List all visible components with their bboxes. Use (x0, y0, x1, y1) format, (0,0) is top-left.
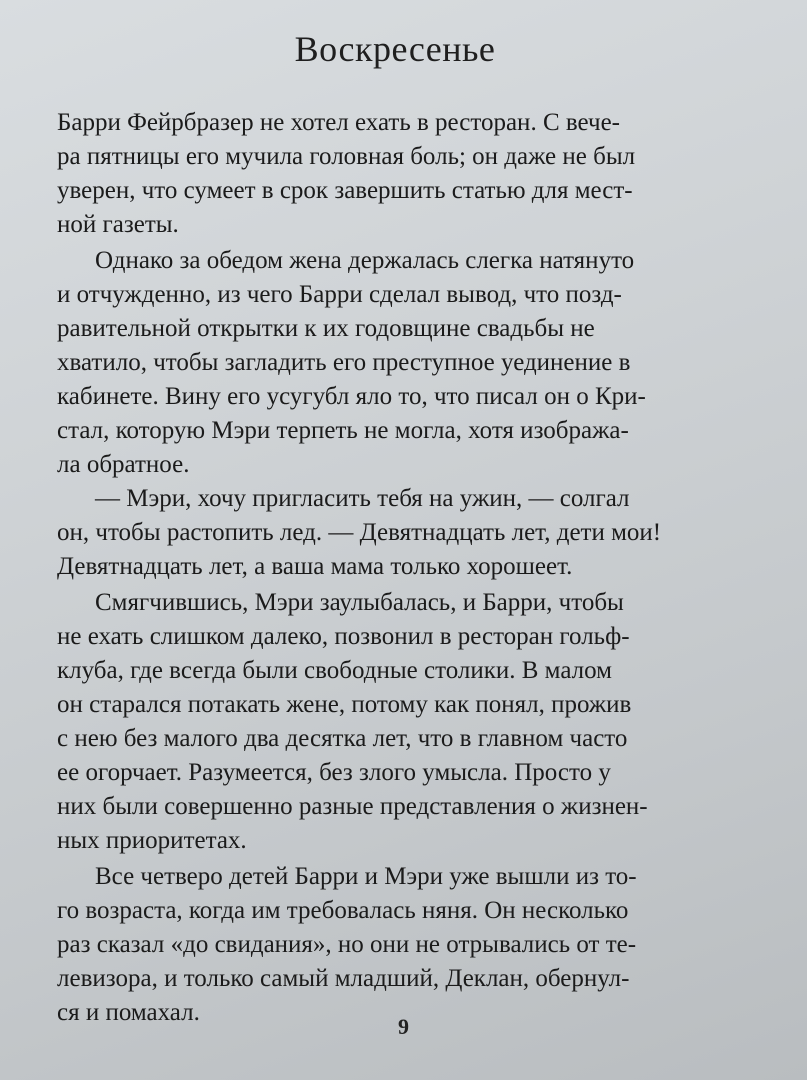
text-line: не ехать слишком далеко, позвонил в ресторан гольф- (57, 623, 630, 650)
text-line: он, чтобы растопить лед. — Девятнадцать лет, дети мои! (57, 519, 662, 546)
text-line: хватило, чтобы загладить его преступное уединение в (57, 349, 631, 376)
text-line: и отчужденно, из чего Барри сделал вывод, что позд- (57, 281, 622, 308)
text-line: с нею без малого два десятка лет, что в главном часто (57, 725, 628, 752)
text-line: ных приоритетах. (57, 827, 247, 854)
text-line: Девятнадцать лет, а ваша мама только хорошеет. (57, 553, 573, 580)
page-number: 9 (398, 1014, 409, 1039)
text-line: левизора, и только самый младший, Деклан, обернул- (57, 965, 630, 992)
text-line: кабинете. Вину его усугубл яло то, что писал он о Кри- (57, 383, 646, 410)
text-line: стал, которую Мэри терпеть не могла, хотя изобража- (57, 417, 629, 444)
text-line: Однако за обедом жена держалась слегка натянуто (95, 247, 635, 274)
text-line: них были совершенно разные представления о жизнен- (57, 793, 648, 820)
text-line: ра пятницы его мучила головная боль; он даже не был (57, 143, 636, 170)
text-line: равительной открытки к их годовщине свадьбы не (57, 315, 595, 342)
text-line: раз сказал «до свидания», но они не отрывались от те- (57, 931, 637, 958)
text-line: ся и помахал. (57, 999, 200, 1026)
text-line: — Мэри, хочу пригласить тебя на ужин, — солгал (95, 485, 630, 512)
text-line: Барри Фейрбразер не хотел ехать в ресторан. С вече- (57, 109, 620, 136)
text-line: Смягчившись, Мэри заулыбалась, и Барри, чтобы (95, 589, 624, 616)
text-line: Все четверо детей Барри и Мэри уже вышли из то- (95, 863, 637, 890)
text-line: уверен, что сумеет в срок завершить статью для мест- (57, 177, 633, 204)
text-line: ной газеты. (57, 211, 179, 238)
text-line: клуба, где всегда были свободные столики. В малом (57, 657, 612, 684)
text-line: ее огорчает. Разумеется, без злого умысла. Просто у (57, 759, 611, 786)
text-line: ла обратное. (57, 451, 190, 478)
chapter-title: Воскресенье (294, 29, 496, 69)
text-line: он старался потакать жене, потому как понял, прожив (57, 691, 632, 718)
text-line: го возраста, когда им требовалась няня. Он несколько (57, 897, 629, 924)
